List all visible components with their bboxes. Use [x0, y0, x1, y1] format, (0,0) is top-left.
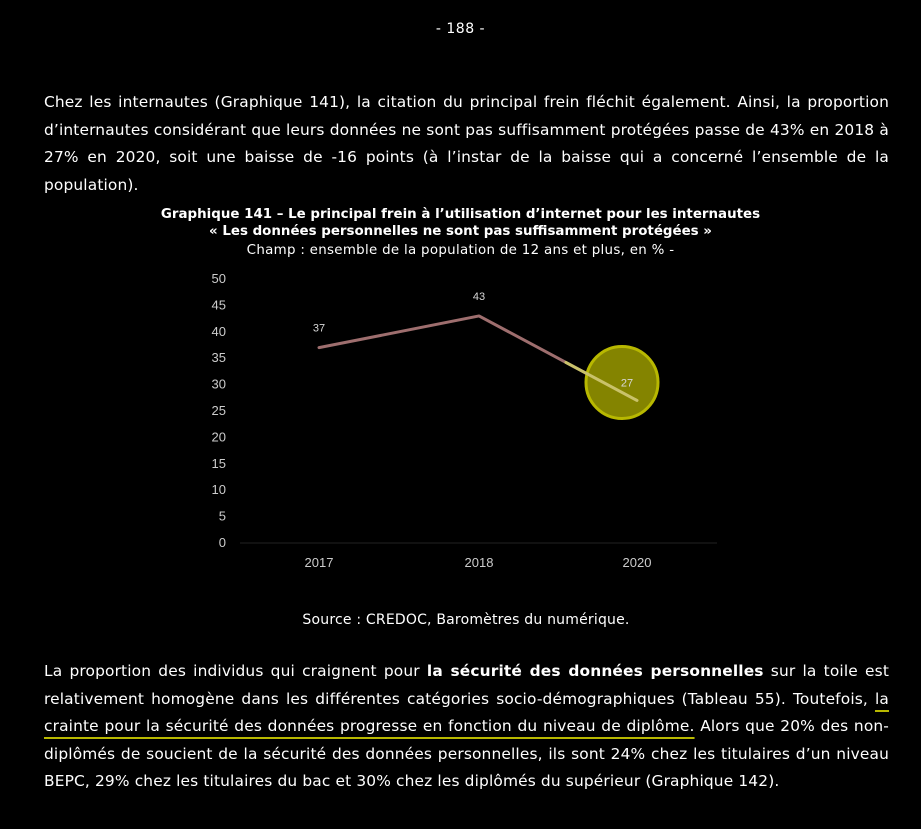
x-tick-label: 2018	[464, 555, 494, 570]
data-label: 43	[472, 290, 486, 303]
y-tick-label: 45	[211, 297, 226, 313]
chart-subtitle: Champ : ensemble de la population de 12 ans et plus, en % -	[246, 243, 675, 258]
y-tick-label: 15	[211, 455, 226, 471]
chart-title-line2: « Les données personnelles ne sont pas suffisamment protégées »	[209, 224, 712, 239]
y-tick-label: 25	[211, 403, 226, 418]
y-tick-label: 50	[211, 271, 226, 286]
para-text-3: Alors que 20% des non-diplômés de soucient de la sécurité des données personnelles, ils sont 24% chez les titulaires d’un niveau BEPC, 29% chez les titulaires du bac et 30% chez les diplômés du supérieur (Graphique 142).	[44, 717, 890, 790]
chart-source: Source : CREDOC, Baromètres du numérique.	[302, 612, 630, 628]
x-tick-label: 2020	[622, 555, 652, 570]
y-tick-label: 5	[218, 508, 226, 524]
y-tick-label: 20	[211, 429, 226, 445]
line-chart	[190, 268, 730, 583]
para-bold-text: la sécurité des données personnelles	[426, 662, 764, 680]
body-paragraph	[44, 658, 889, 796]
y-tick-label: 40	[211, 323, 226, 339]
data-label: 37	[312, 322, 326, 335]
x-tick-label: 2017	[304, 555, 334, 570]
intro-paragraph: Chez les internautes (Graphique 141), la citation du principal frein fléchit également. Ainsi, la proportion d’internautes considérant que leurs données ne sont pas suffisamment protégées passe de 43% en 2018 à 27% en 2020, soit une baisse de -16 points (à l’instar de la baisse qui a concerné l’ensemble de la population).	[44, 93, 889, 194]
y-tick-label: 35	[211, 350, 226, 366]
y-tick-label: 30	[211, 376, 226, 392]
y-tick-label: 10	[211, 482, 226, 498]
y-tick-label: 0	[218, 535, 226, 550]
para-text-2: sur la toile est relativement homogène dans les différentes catégories socio-démographiques (Tableau 55). Toutefois,	[44, 662, 890, 708]
chart-title-line1: Graphique 141 – Le principal frein à l’utilisation d’internet pour les internautes	[160, 207, 761, 222]
page-number: - 188 -	[435, 21, 486, 37]
highlighted-sentence: la crainte pour la sécurité des données progresse en fonction du niveau de diplôme.	[44, 689, 889, 735]
data-label: 27	[620, 377, 634, 390]
para-text-1: La proportion des individus qui craignent pour	[44, 662, 427, 680]
